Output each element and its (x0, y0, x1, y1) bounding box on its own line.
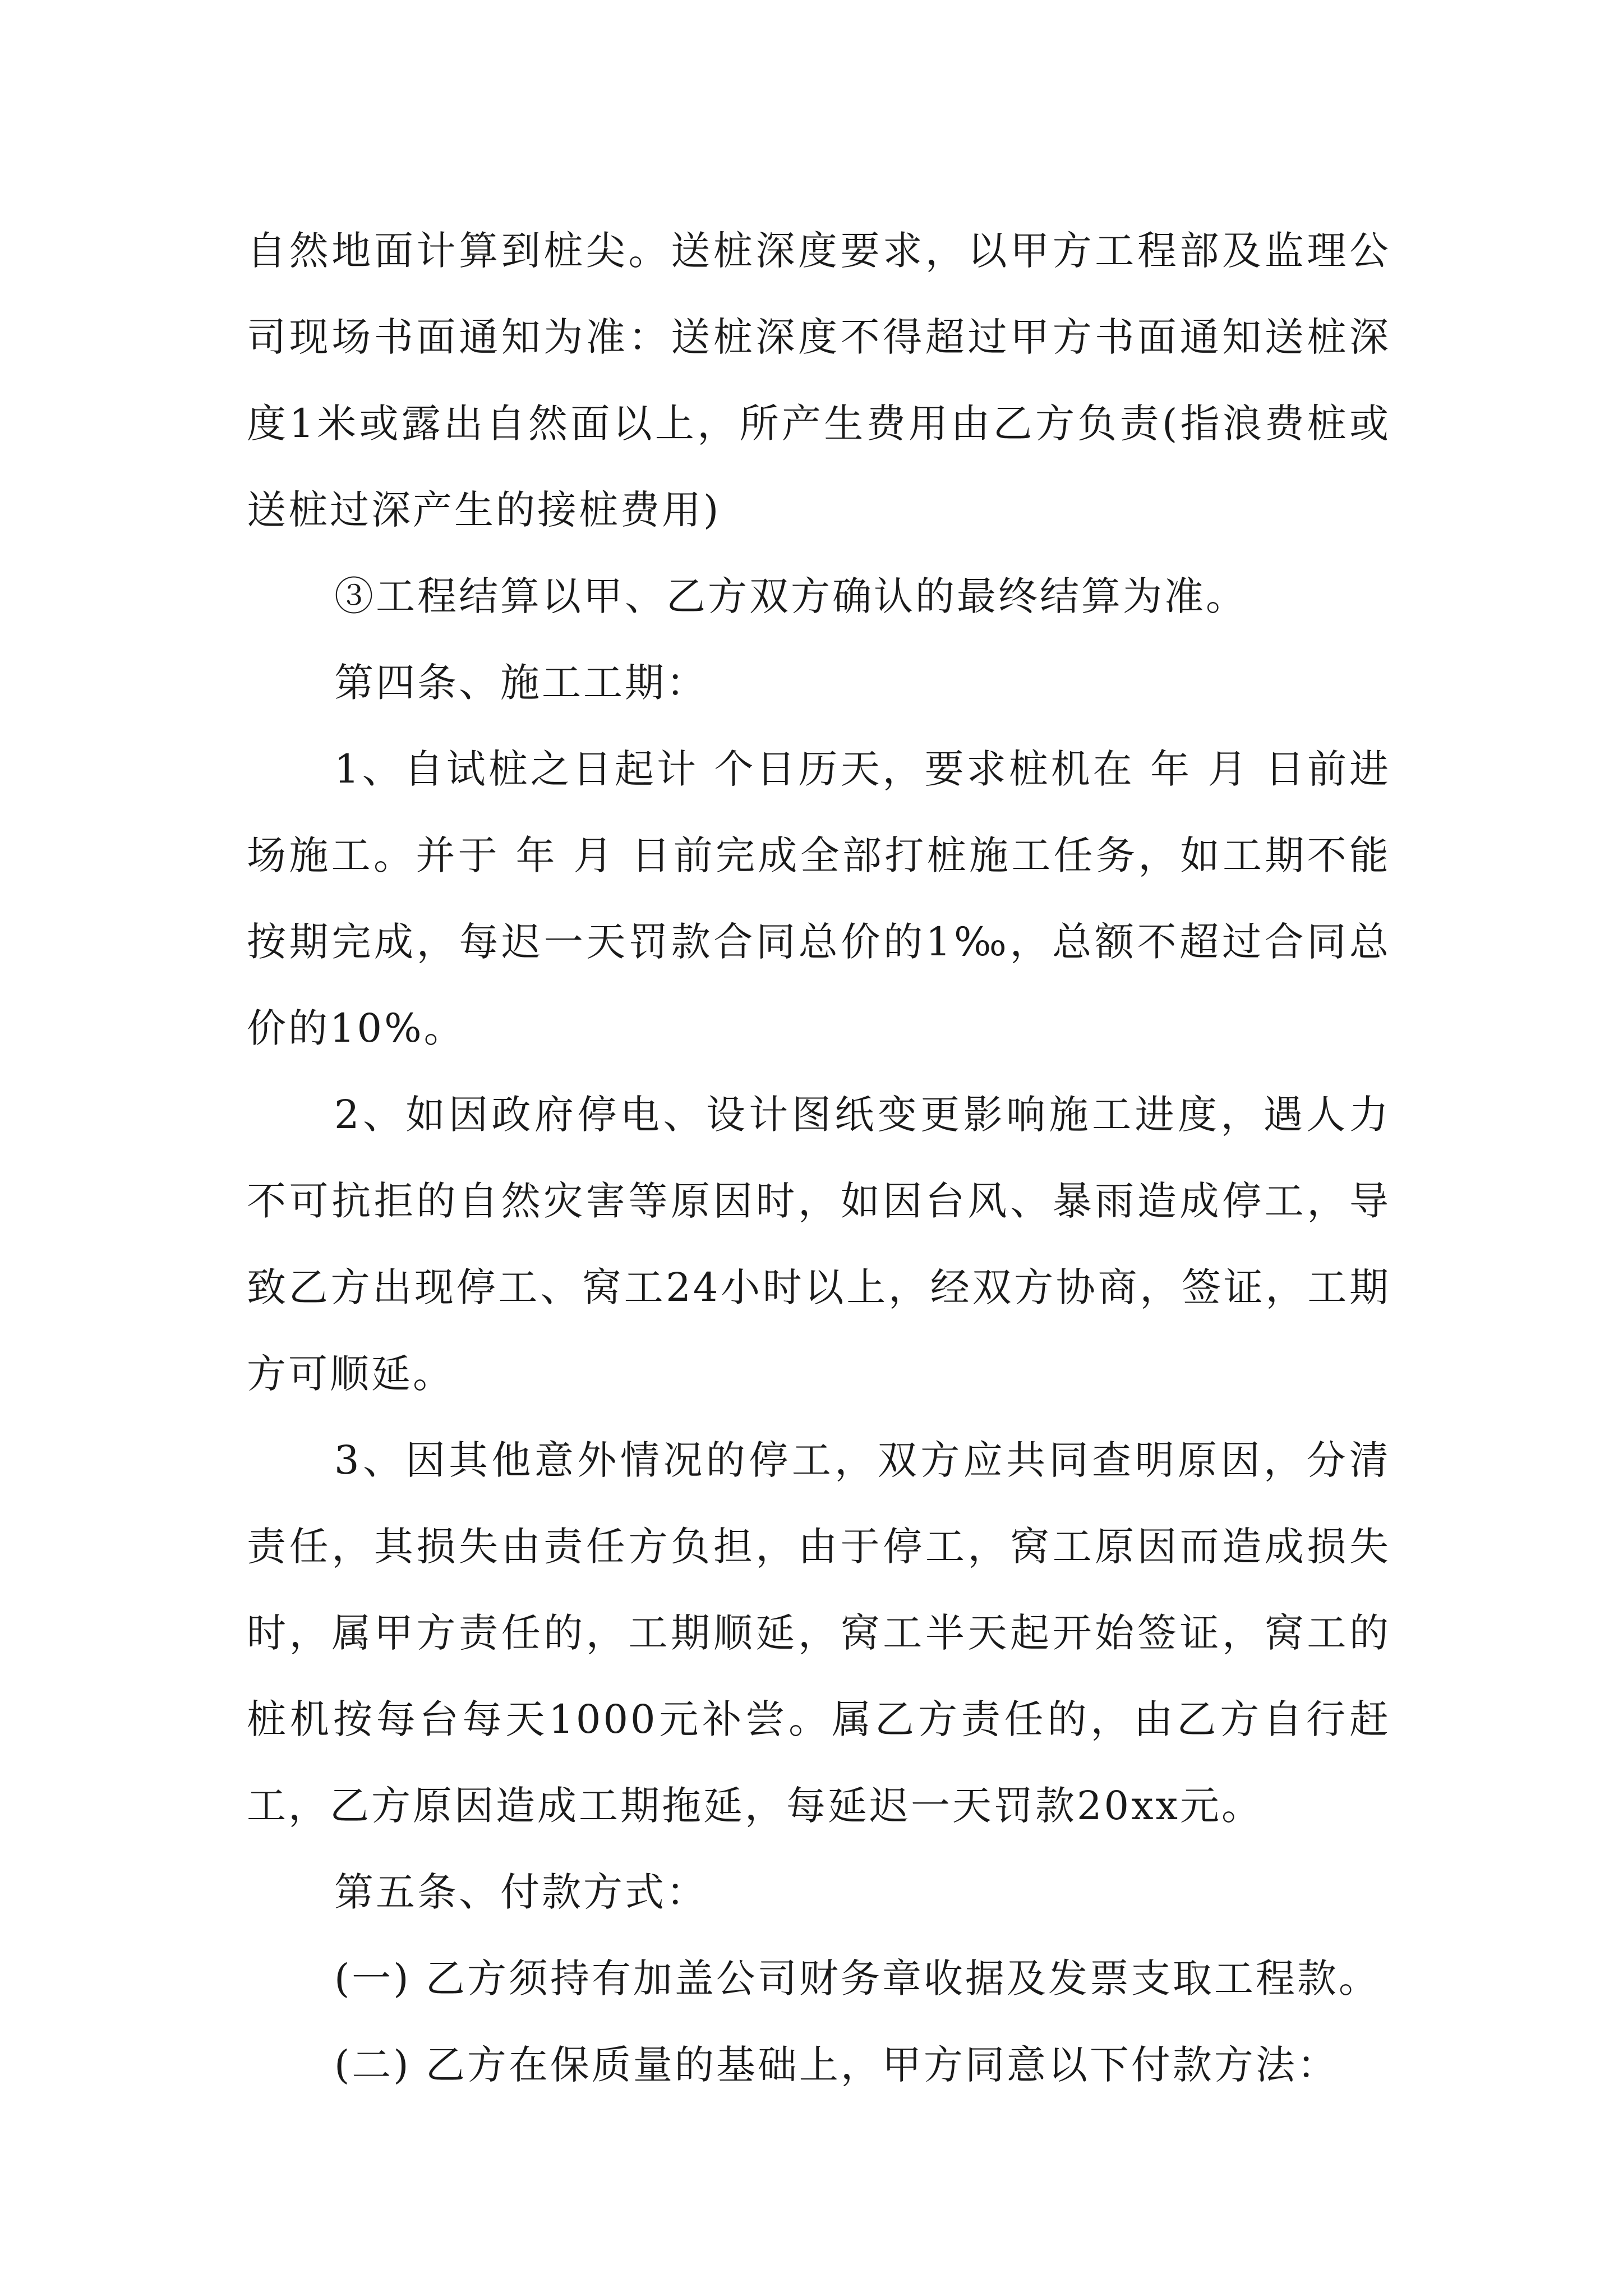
paragraph-period-item-1: 1、自试桩之日起计 个日历天，要求桩机在 年 月 日前进场施工。并于 年 月 日前完成全部打桩施工任务，如工期不能按期完成，每迟一天罚款合同总价的1‰，总额不超过合同总价的10%。 (247, 746, 1391, 1051)
document-body (247, 208, 1391, 2108)
section-heading-payment: 第五条、付款方式： (334, 1869, 708, 1915)
paragraph-pile-depth: 自然地面计算到桩尖。送桩深度要求，以甲方工程部及监理公司现场书面通知为准：送桩深度不得超过甲方书面通知送桩深度1米或露出自然面以上，所产生费用由乙方负责(指浪费桩或送桩过深产生的接桩费用) (247, 228, 1391, 533)
paragraph-settlement: ③工程结算以甲、乙方双方确认的最终结算为准。 (334, 573, 1247, 619)
paragraph-payment-item-1: (一) 乙方须持有加盖公司财务章收据及发票支取工程款。 (334, 1955, 1380, 2001)
section-heading-construction-period: 第四条、施工工期： (334, 660, 708, 706)
paragraph-payment-item-2: (二) 乙方在保质量的基础上，甲方同意以下付款方法： (334, 2042, 1339, 2088)
paragraph-period-item-2: 2、如因政府停电、设计图纸变更影响施工进度，遇人力不可抗拒的自然灾害等原因时，如因台风、暴雨造成停工，导致乙方出现停工、窝工24小时以上，经双方协商，签证，工期方可顺延。 (247, 1092, 1391, 1397)
paragraph-period-item-3: 3、因其他意外情况的停工，双方应共同查明原因，分清责任，其损失由责任方负担，由于停工，窝工原因而造成损失时，属甲方责任的，工期顺延，窝工半天起开始签证，窝工的桩机按每台每天1000元补尝。属乙方责任的，由乙方自行赶工，乙方原因造成工期拖延，每延迟一天罚款20xx元。 (247, 1437, 1391, 1829)
